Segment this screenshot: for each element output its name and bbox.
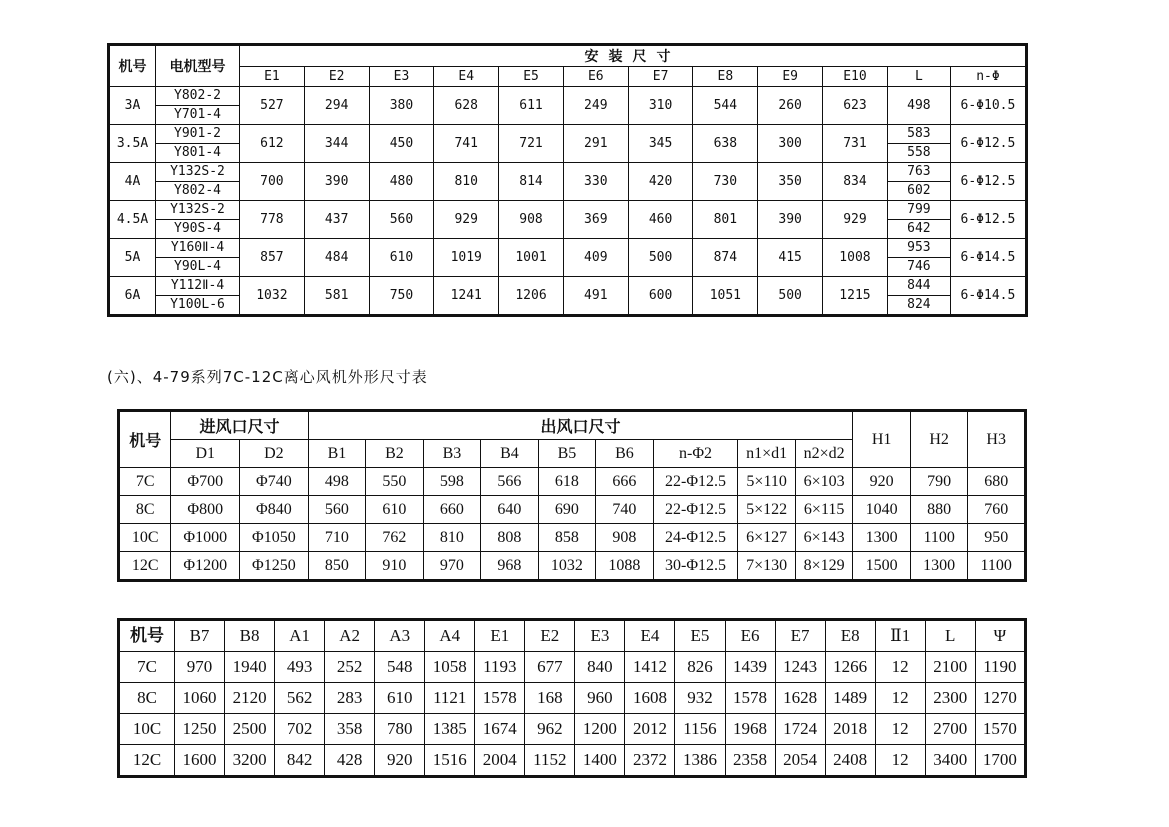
cell-jihao: 5A: [109, 239, 156, 277]
cell-value: 1516: [425, 745, 475, 777]
cell-value: 2054: [775, 745, 825, 777]
cell-value: 677: [525, 652, 575, 683]
cell-value: 22-Φ12.5: [653, 496, 738, 524]
header-outlet-col: B3: [423, 440, 481, 468]
cell-value: 12: [875, 652, 925, 683]
cell-motor: Y802-2: [156, 87, 240, 106]
cell-value: 1190: [975, 652, 1025, 683]
cell-value: 369: [563, 201, 628, 239]
cell-value: 345: [628, 125, 693, 163]
cell-value: 1058: [425, 652, 475, 683]
cell-value: 1032: [538, 552, 596, 581]
cell-motor: Y901-2: [156, 125, 240, 144]
cell-value: 330: [563, 163, 628, 201]
cell-value: 1608: [625, 683, 675, 714]
cell-value: 300: [758, 125, 823, 163]
table-subheader-row: [109, 67, 1027, 87]
cell-value: 1300: [910, 552, 968, 581]
header-outlet-col: n1×d1: [738, 440, 796, 468]
cell-value: 6×143: [795, 524, 853, 552]
cell-value: 1100: [910, 524, 968, 552]
cell-value: 2018: [825, 714, 875, 745]
cell-l: 953: [887, 239, 950, 258]
cell-value: 1200: [575, 714, 625, 745]
cell-value: 1412: [625, 652, 675, 683]
cell-value: 1489: [825, 683, 875, 714]
cell-value: 780: [375, 714, 425, 745]
table-row: [109, 87, 1027, 106]
cell-value: 950: [968, 524, 1026, 552]
cell-motor: Y90L-4: [156, 258, 240, 277]
cell-value: 30-Φ12.5: [653, 552, 738, 581]
header-outlet-dimensions: 出风口尺寸: [308, 411, 853, 440]
cell-value: 6×115: [795, 496, 853, 524]
header-outlet-col: B4: [481, 440, 539, 468]
cell-value: 420: [628, 163, 693, 201]
cell-value: 500: [758, 277, 823, 316]
cell-value: 2012: [625, 714, 675, 745]
cell-value: Φ1050: [240, 524, 309, 552]
cell-value: 640: [481, 496, 539, 524]
cell-value: 460: [628, 201, 693, 239]
cell-value: 929: [823, 201, 888, 239]
cell-value: 702: [275, 714, 325, 745]
header-e7: E7: [628, 67, 693, 87]
cell-value: 814: [499, 163, 564, 201]
table-row: [119, 552, 1026, 581]
cell-motor: Y160Ⅱ-4: [156, 239, 240, 258]
table-row: [109, 277, 1027, 296]
cell-jihao: 7C: [119, 468, 171, 496]
cell-value: 908: [499, 201, 564, 239]
cell-value: 1008: [823, 239, 888, 277]
cell-value: 598: [423, 468, 481, 496]
cell-motor: Y100L-6: [156, 296, 240, 316]
cell-value: 1266: [825, 652, 875, 683]
cell-value: 2358: [725, 745, 775, 777]
cell-value: 1600: [175, 745, 225, 777]
cell-value: 2100: [925, 652, 975, 683]
install-dimensions-table: [107, 43, 1028, 317]
cell-value: 1001: [499, 239, 564, 277]
cell-jihao: 10C: [119, 524, 171, 552]
cell-value: 1578: [725, 683, 775, 714]
cell-value: 1270: [975, 683, 1025, 714]
cell-value: 3200: [225, 745, 275, 777]
cell-value: 380: [369, 87, 434, 125]
cell-value: 1700: [975, 745, 1025, 777]
cell-value: 1439: [725, 652, 775, 683]
cell-l: 602: [887, 182, 950, 201]
cell-l: 583: [887, 125, 950, 144]
cell-value: 1156: [675, 714, 725, 745]
cell-jihao: 12C: [119, 745, 175, 777]
cell-l: 763: [887, 163, 950, 182]
table-header-row: [109, 45, 1027, 67]
cell-jihao: 8C: [119, 496, 171, 524]
header-col: E2: [525, 620, 575, 652]
cell-l: 799: [887, 201, 950, 220]
cell-value: 920: [853, 468, 911, 496]
cell-value: 480: [369, 163, 434, 201]
header-inlet-col: D2: [240, 440, 309, 468]
table-row: [119, 714, 1026, 745]
cell-value: 710: [308, 524, 366, 552]
header-col: L: [925, 620, 975, 652]
cell-value: 260: [758, 87, 823, 125]
cell-value: 390: [758, 201, 823, 239]
cell-value: 960: [575, 683, 625, 714]
fan-outline-dimensions-table: [117, 409, 1027, 582]
header-h1: H1: [853, 411, 911, 468]
cell-value: 1940: [225, 652, 275, 683]
header-outlet-col: B2: [366, 440, 424, 468]
cell-value: 498: [308, 468, 366, 496]
cell-value: 858: [538, 524, 596, 552]
cell-value: 1578: [475, 683, 525, 714]
cell-value: 358: [325, 714, 375, 745]
cell-value: 1152: [525, 745, 575, 777]
cell-value: 1570: [975, 714, 1025, 745]
cell-value: 2300: [925, 683, 975, 714]
cell-value: 437: [304, 201, 369, 239]
cell-value: 790: [910, 468, 968, 496]
cell-value: 610: [375, 683, 425, 714]
cell-value: 840: [575, 652, 625, 683]
cell-value: 741: [434, 125, 499, 163]
cell-value: 874: [693, 239, 758, 277]
cell-value: 12: [875, 714, 925, 745]
cell-value: 908: [596, 524, 654, 552]
cell-value: 2500: [225, 714, 275, 745]
cell-value: 2120: [225, 683, 275, 714]
header-col: B8: [225, 620, 275, 652]
header-l: L: [887, 67, 950, 87]
cell-l: 642: [887, 220, 950, 239]
cell-value: 415: [758, 239, 823, 277]
cell-value: 611: [499, 87, 564, 125]
header-outlet-col: n-Φ2: [653, 440, 738, 468]
cell-value: 560: [369, 201, 434, 239]
cell-motor: Y701-4: [156, 106, 240, 125]
header-outlet-col: n2×d2: [795, 440, 853, 468]
cell-value: 12: [875, 683, 925, 714]
table-row: [119, 652, 1026, 683]
table-row: [109, 125, 1027, 144]
cell-value: 294: [304, 87, 369, 125]
cell-motor: Y112Ⅱ-4: [156, 277, 240, 296]
cell-jihao: 3.5A: [109, 125, 156, 163]
cell-value: 2408: [825, 745, 875, 777]
header-col: Ⅱ1: [875, 620, 925, 652]
header-outlet-col: B1: [308, 440, 366, 468]
cell-jihao: 10C: [119, 714, 175, 745]
table-row: [109, 201, 1027, 220]
table-row: [109, 163, 1027, 182]
cell-value: 700: [240, 163, 305, 201]
cell-value: 2372: [625, 745, 675, 777]
cell-value: 730: [693, 163, 758, 201]
fan-dimensions-table-2: [117, 618, 1027, 778]
header-h2: H2: [910, 411, 968, 468]
header-col: E7: [775, 620, 825, 652]
header-e1: E1: [240, 67, 305, 87]
cell-value: 344: [304, 125, 369, 163]
cell-value: 610: [369, 239, 434, 277]
cell-value: 310: [628, 87, 693, 125]
cell-value: 1241: [434, 277, 499, 316]
cell-value: 6×103: [795, 468, 853, 496]
header-col: B7: [175, 620, 225, 652]
cell-value: 1032: [240, 277, 305, 316]
cell-value: 680: [968, 468, 1026, 496]
cell-value: 1385: [425, 714, 475, 745]
cell-value: 5×122: [738, 496, 796, 524]
header-col: 机号: [119, 620, 175, 652]
cell-value: 932: [675, 683, 725, 714]
cell-value: 1215: [823, 277, 888, 316]
cell-value: 638: [693, 125, 758, 163]
header-col: A2: [325, 620, 375, 652]
header-install-dimensions: 安装尺寸: [240, 45, 1027, 67]
cell-l: 824: [887, 296, 950, 316]
header-col: E8: [825, 620, 875, 652]
cell-value: 450: [369, 125, 434, 163]
cell-value: 970: [175, 652, 225, 683]
cell-value: 1060: [175, 683, 225, 714]
cell-value: 810: [434, 163, 499, 201]
cell-value: 808: [481, 524, 539, 552]
cell-motor: Y802-4: [156, 182, 240, 201]
header-e8: E8: [693, 67, 758, 87]
cell-nphi: 6-Φ14.5: [950, 239, 1026, 277]
header-col: E4: [625, 620, 675, 652]
cell-value: 740: [596, 496, 654, 524]
cell-value: 3400: [925, 745, 975, 777]
cell-value: 731: [823, 125, 888, 163]
cell-value: 493: [275, 652, 325, 683]
table-header-row: [119, 411, 1026, 440]
cell-value: 500: [628, 239, 693, 277]
cell-value: 550: [366, 468, 424, 496]
cell-value: 2700: [925, 714, 975, 745]
cell-value: 1724: [775, 714, 825, 745]
cell-value: 721: [499, 125, 564, 163]
cell-l: 844: [887, 277, 950, 296]
table-row: [109, 239, 1027, 258]
header-e2: E2: [304, 67, 369, 87]
cell-value: 970: [423, 552, 481, 581]
cell-value: 491: [563, 277, 628, 316]
cell-value: 1040: [853, 496, 911, 524]
cell-value: 842: [275, 745, 325, 777]
cell-value: 350: [758, 163, 823, 201]
cell-value: 1051: [693, 277, 758, 316]
cell-value: 1968: [725, 714, 775, 745]
cell-value: 850: [308, 552, 366, 581]
cell-l: 498: [887, 87, 950, 125]
cell-value: Φ700: [171, 468, 240, 496]
cell-jihao: 4.5A: [109, 201, 156, 239]
header-jihao: 机号: [119, 411, 171, 468]
cell-jihao: 7C: [119, 652, 175, 683]
cell-value: 760: [968, 496, 1026, 524]
cell-value: 1243: [775, 652, 825, 683]
cell-nphi: 6-Φ12.5: [950, 201, 1026, 239]
cell-value: 484: [304, 239, 369, 277]
cell-value: 834: [823, 163, 888, 201]
cell-value: 968: [481, 552, 539, 581]
cell-value: Φ740: [240, 468, 309, 496]
cell-value: 24-Φ12.5: [653, 524, 738, 552]
cell-value: 750: [369, 277, 434, 316]
cell-value: 581: [304, 277, 369, 316]
cell-value: 880: [910, 496, 968, 524]
cell-value: 5×110: [738, 468, 796, 496]
cell-value: 929: [434, 201, 499, 239]
cell-value: Φ1000: [171, 524, 240, 552]
table-header-row: [119, 620, 1026, 652]
section-caption: (六)、4-79系列7C-12C离心风机外形尺寸表: [107, 368, 428, 386]
table-row: [119, 468, 1026, 496]
cell-value: 612: [240, 125, 305, 163]
cell-value: 666: [596, 468, 654, 496]
cell-jihao: 6A: [109, 277, 156, 316]
cell-value: 566: [481, 468, 539, 496]
cell-value: 1400: [575, 745, 625, 777]
cell-l: 746: [887, 258, 950, 277]
cell-value: Φ1250: [240, 552, 309, 581]
header-col: A1: [275, 620, 325, 652]
cell-value: 623: [823, 87, 888, 125]
cell-nphi: 6-Φ14.5: [950, 277, 1026, 316]
cell-value: 390: [304, 163, 369, 201]
cell-jihao: 12C: [119, 552, 171, 581]
header-col: E3: [575, 620, 625, 652]
cell-nphi: 6-Φ12.5: [950, 125, 1026, 163]
cell-value: 1100: [968, 552, 1026, 581]
cell-value: 544: [693, 87, 758, 125]
cell-value: 1300: [853, 524, 911, 552]
cell-value: 7×130: [738, 552, 796, 581]
cell-value: 826: [675, 652, 725, 683]
table-row: [119, 524, 1026, 552]
cell-value: 409: [563, 239, 628, 277]
cell-value: 1250: [175, 714, 225, 745]
header-e5: E5: [499, 67, 564, 87]
cell-value: Φ1200: [171, 552, 240, 581]
table-row: [119, 496, 1026, 524]
cell-value: 920: [375, 745, 425, 777]
cell-value: 810: [423, 524, 481, 552]
cell-jihao: 4A: [109, 163, 156, 201]
cell-value: 283: [325, 683, 375, 714]
cell-value: 628: [434, 87, 499, 125]
header-e3: E3: [369, 67, 434, 87]
table-row: [119, 745, 1026, 777]
cell-value: Φ840: [240, 496, 309, 524]
cell-motor: Y90S-4: [156, 220, 240, 239]
cell-value: 910: [366, 552, 424, 581]
cell-value: 2004: [475, 745, 525, 777]
cell-motor: Y132S-2: [156, 201, 240, 220]
cell-value: 660: [423, 496, 481, 524]
cell-nphi: 6-Φ10.5: [950, 87, 1026, 125]
header-col: E6: [725, 620, 775, 652]
cell-value: 22-Φ12.5: [653, 468, 738, 496]
header-col: A4: [425, 620, 475, 652]
cell-value: 618: [538, 468, 596, 496]
header-outlet-col: B5: [538, 440, 596, 468]
cell-nphi: 6-Φ12.5: [950, 163, 1026, 201]
cell-motor: Y801-4: [156, 144, 240, 163]
cell-value: 600: [628, 277, 693, 316]
header-col: E1: [475, 620, 525, 652]
cell-value: 252: [325, 652, 375, 683]
cell-l: 558: [887, 144, 950, 163]
cell-jihao: 3A: [109, 87, 156, 125]
cell-value: 548: [375, 652, 425, 683]
header-h3: H3: [968, 411, 1026, 468]
header-e6: E6: [563, 67, 628, 87]
cell-value: 6×127: [738, 524, 796, 552]
header-outlet-col: B6: [596, 440, 654, 468]
header-col: Ψ: [975, 620, 1025, 652]
cell-value: 8×129: [795, 552, 853, 581]
cell-value: 1088: [596, 552, 654, 581]
cell-value: 1019: [434, 239, 499, 277]
cell-value: 962: [525, 714, 575, 745]
cell-value: 1206: [499, 277, 564, 316]
cell-value: 857: [240, 239, 305, 277]
header-col: A3: [375, 620, 425, 652]
cell-value: 1193: [475, 652, 525, 683]
header-e10: E10: [823, 67, 888, 87]
cell-value: 527: [240, 87, 305, 125]
cell-value: 291: [563, 125, 628, 163]
cell-value: 562: [275, 683, 325, 714]
cell-value: 249: [563, 87, 628, 125]
cell-value: 1500: [853, 552, 911, 581]
cell-value: 778: [240, 201, 305, 239]
cell-value: 690: [538, 496, 596, 524]
cell-value: 12: [875, 745, 925, 777]
header-e9: E9: [758, 67, 823, 87]
cell-motor: Y132S-2: [156, 163, 240, 182]
cell-value: 1674: [475, 714, 525, 745]
cell-jihao: 8C: [119, 683, 175, 714]
cell-value: 1628: [775, 683, 825, 714]
cell-value: 428: [325, 745, 375, 777]
table-row: [119, 683, 1026, 714]
header-inlet-dimensions: 进风口尺寸: [171, 411, 308, 440]
header-n-: n-Φ: [950, 67, 1026, 87]
header-e4: E4: [434, 67, 499, 87]
header-col: E5: [675, 620, 725, 652]
cell-value: 762: [366, 524, 424, 552]
cell-value: 1121: [425, 683, 475, 714]
header-motor-model: 电机型号: [156, 45, 240, 87]
cell-value: Φ800: [171, 496, 240, 524]
header-inlet-col: D1: [171, 440, 240, 468]
header-jihao: 机号: [109, 45, 156, 87]
cell-value: 610: [366, 496, 424, 524]
cell-value: 560: [308, 496, 366, 524]
cell-value: 801: [693, 201, 758, 239]
cell-value: 1386: [675, 745, 725, 777]
cell-value: 168: [525, 683, 575, 714]
